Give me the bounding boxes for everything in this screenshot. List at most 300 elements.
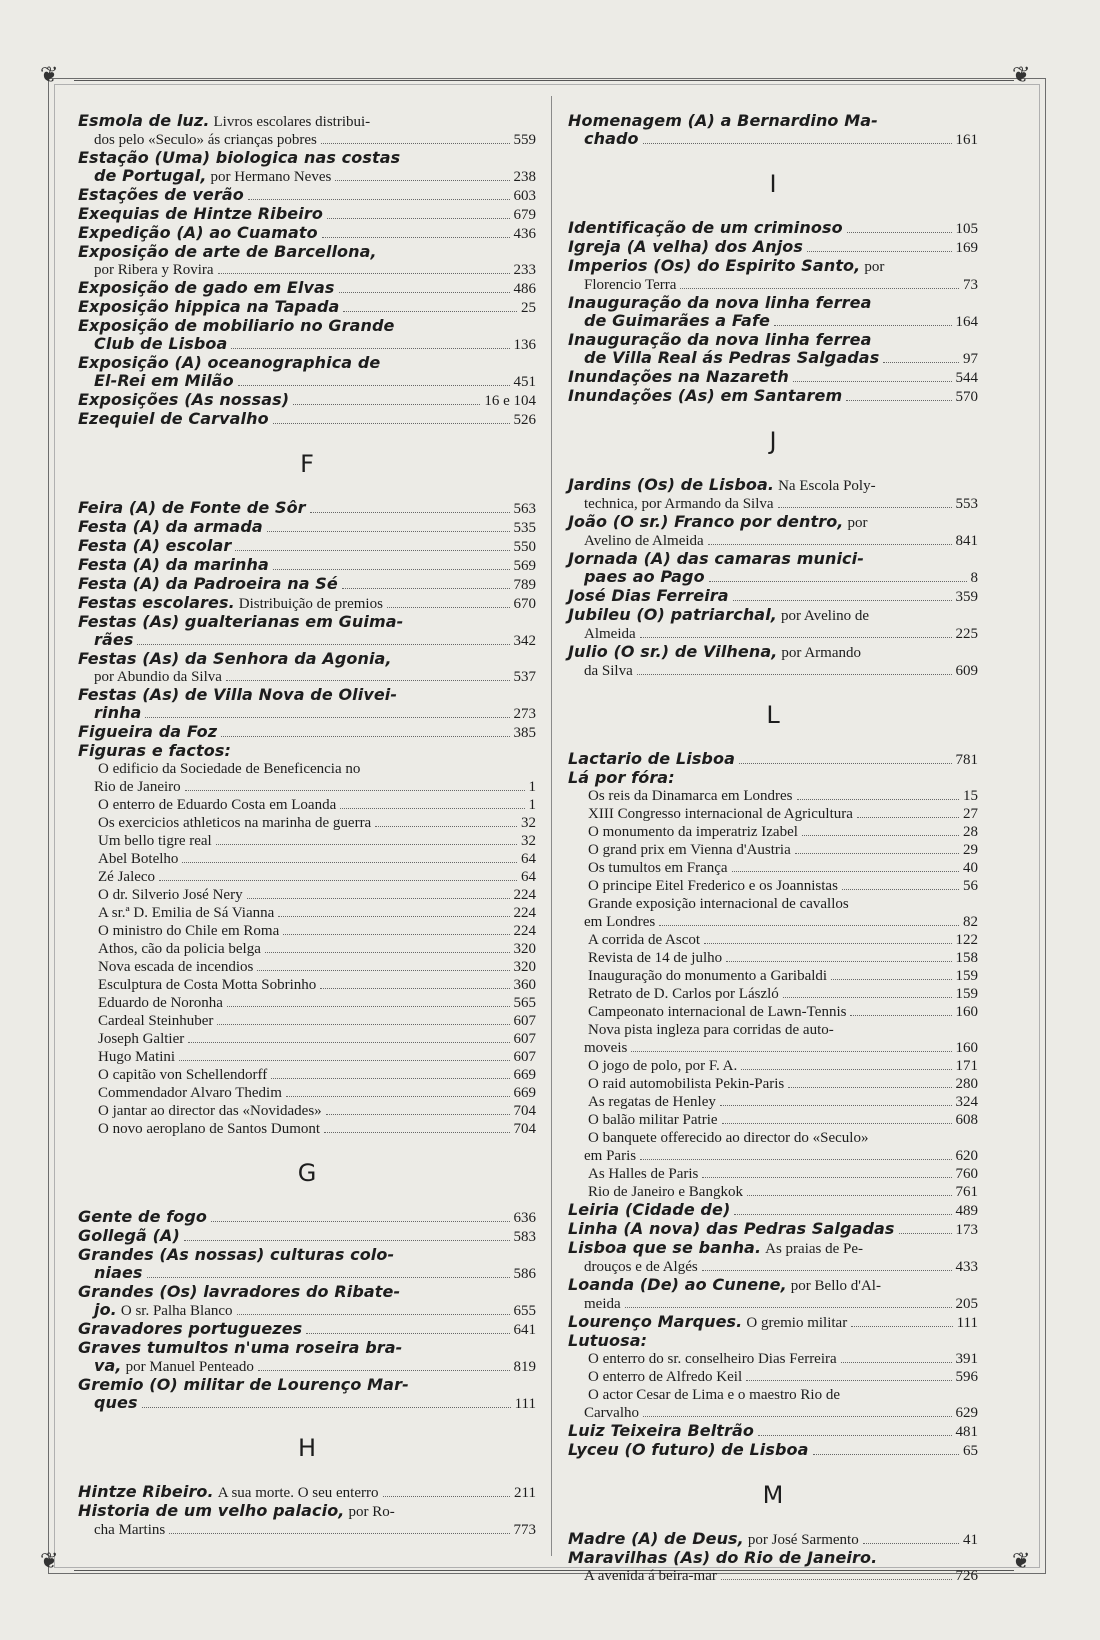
dot-leader [267, 531, 510, 532]
entry-title: Estação (Uma) biologica nas costas [78, 148, 401, 167]
index-subentry [78, 1084, 536, 1102]
entry-title: Exequias de Hintze Ribeiro [78, 204, 323, 223]
entry-title: Jornada (A) das camaras munici- [568, 549, 864, 568]
entry-description: por Manuel Penteado [125, 1359, 254, 1375]
page-number: 789 [513, 577, 536, 593]
entry-title: Lactario de Lisboa [568, 749, 735, 768]
page-number: 781 [955, 752, 978, 768]
index-subentry [568, 805, 978, 823]
index-entry [568, 1441, 978, 1460]
dot-leader [387, 607, 510, 608]
page-number: 158 [955, 950, 978, 966]
entry-title: de Guimarães a Fafe [584, 311, 770, 330]
page-number: 655 [513, 1303, 536, 1319]
dot-leader [283, 934, 509, 935]
index-entry [78, 686, 536, 723]
page-number: 320 [513, 941, 536, 957]
page-number: 159 [955, 968, 978, 984]
page-number: 111 [956, 1315, 978, 1331]
index-entry [78, 575, 536, 594]
index-entry [568, 331, 978, 368]
index-subentry [78, 1048, 536, 1066]
index-subentry [78, 922, 536, 940]
entry-description: por Hermano Neves [210, 169, 332, 185]
section-letter: I [769, 170, 777, 198]
page-number: 122 [955, 932, 978, 948]
page-number: 603 [513, 188, 536, 204]
page-number: 15 [963, 788, 978, 804]
index-line [568, 967, 978, 985]
index-entry [568, 476, 978, 513]
index-entry [568, 112, 978, 149]
dot-leader [342, 588, 510, 589]
entry-title: Julio (O sr.) de Vilhena, [568, 642, 778, 661]
subentry-text: Athos, cão da policia belga [98, 941, 261, 957]
dot-leader [857, 817, 959, 818]
index-line [78, 976, 536, 994]
dot-leader [841, 1362, 952, 1363]
entry-continuation: technica, por Armando da Silva [584, 496, 774, 512]
entry-title: Expedição (A) ao Cuamato [78, 223, 318, 242]
entry-continuation: da Silva [584, 663, 633, 679]
page-number: 596 [955, 1369, 978, 1385]
index-line [78, 1012, 536, 1030]
subentry-text: Os exercicios athleticos na marinha de guerra [98, 815, 372, 831]
index-line [568, 276, 978, 294]
dot-leader [211, 1221, 509, 1222]
index-entry [568, 1276, 978, 1313]
index-column-left [78, 112, 536, 1539]
page-number: 569 [513, 558, 536, 574]
index-entry [78, 1227, 536, 1246]
index-line [568, 949, 978, 967]
page-number: 82 [963, 914, 978, 930]
page-number: 111 [514, 1396, 536, 1412]
index-entry [78, 1283, 536, 1320]
index-line [568, 1093, 978, 1111]
entry-title: Festa (A) da marinha [78, 555, 269, 574]
index-subentry [78, 814, 536, 832]
dot-leader [257, 970, 509, 971]
section-letter: G [297, 1159, 317, 1187]
entry-title: Identificação de um criminoso [568, 218, 843, 237]
index-subentry [78, 904, 536, 922]
entry-title: Festas escolares. [78, 593, 235, 612]
dot-leader [883, 362, 959, 363]
index-line [78, 922, 536, 940]
index-line [568, 238, 978, 257]
index-entry [78, 613, 536, 650]
dot-leader [722, 1123, 952, 1124]
dot-leader [783, 997, 952, 998]
page-number: 29 [963, 842, 978, 858]
subentry-text: O raid automobilista Pekin-Paris [588, 1076, 785, 1092]
page-number: 25 [521, 300, 536, 316]
index-entry [568, 769, 978, 787]
index-line [78, 686, 536, 704]
dot-leader [335, 180, 509, 181]
dot-leader [643, 143, 952, 144]
index-line [78, 868, 536, 886]
index-entry [78, 298, 536, 317]
index-line [568, 587, 978, 606]
index-line [568, 895, 978, 913]
page-number: 570 [955, 389, 978, 405]
index-subentry [568, 877, 978, 895]
entry-title: Lourenço Marques. [568, 1312, 743, 1331]
index-line [78, 391, 536, 410]
section-letter: J [769, 427, 777, 455]
entry-continuation: por Ribera y Rovira [94, 262, 214, 278]
index-line [78, 1483, 536, 1502]
dot-leader [637, 674, 952, 675]
index-line [78, 613, 536, 631]
index-line [78, 1320, 536, 1339]
index-line [78, 778, 536, 796]
index-entry [78, 723, 536, 742]
index-entry [568, 643, 978, 680]
index-line [78, 1030, 536, 1048]
index-entry [568, 257, 978, 294]
dot-leader [320, 988, 509, 989]
entry-title: Inundações na Nazareth [568, 367, 789, 386]
index-line [78, 850, 536, 868]
subentry-text: Grande exposição internacional de cavallos [588, 896, 849, 912]
subentry-text: O edificio da Sociedade de Beneficencia no [98, 761, 361, 777]
index-line [78, 537, 536, 556]
subentry-text: O enterro de Eduardo Costa em Loanda [98, 797, 337, 813]
index-subentry [568, 1129, 978, 1165]
dot-leader [383, 1496, 511, 1497]
index-line [78, 742, 536, 760]
page-number: 620 [955, 1148, 978, 1164]
page-number: 224 [513, 923, 536, 939]
index-entry [568, 550, 978, 587]
entry-continuation: Avelino de Almeida [584, 533, 704, 549]
page-number: 608 [955, 1112, 978, 1128]
entry-title: Figuras e factos: [78, 741, 231, 760]
entry-description: O sr. Palha Blanco [120, 1303, 233, 1319]
index-subentry [78, 1012, 536, 1030]
dot-leader [375, 826, 517, 827]
dot-leader [831, 979, 951, 980]
entry-title: Historia de um velho palacio, [78, 1501, 345, 1520]
index-subentry [78, 1030, 536, 1048]
dot-leader [631, 1051, 951, 1052]
entry-description: por Avelino de [780, 608, 870, 624]
dot-leader [747, 1195, 952, 1196]
page-number: 41 [963, 1532, 978, 1548]
entry-description: As praias de Pe- [765, 1241, 864, 1257]
index-column-right [568, 112, 978, 1585]
page-number: 704 [513, 1121, 536, 1137]
index-line [568, 1165, 978, 1183]
index-line [78, 186, 536, 205]
index-line [78, 354, 536, 372]
index-line [568, 1276, 978, 1295]
page-number: 607 [513, 1031, 536, 1047]
index-subentry [568, 1183, 978, 1201]
index-line [78, 1357, 536, 1376]
dot-leader [640, 637, 952, 638]
dot-leader [185, 790, 525, 791]
entry-description: O gremio militar [746, 1315, 848, 1331]
dot-leader [704, 943, 951, 944]
section-letter: L [766, 701, 780, 729]
section-letter: F [300, 450, 314, 478]
page-number: 32 [521, 833, 536, 849]
dot-leader [238, 385, 510, 386]
index-entry [78, 556, 536, 575]
subentry-text: Rio de Janeiro e Bangkok [588, 1184, 743, 1200]
page-number: 773 [513, 1522, 536, 1538]
dot-leader [640, 1159, 951, 1160]
index-line [568, 1295, 978, 1313]
entry-title: Igreja (A velha) dos Anjos [568, 237, 804, 256]
page-number: 451 [513, 374, 536, 390]
page-number: 136 [513, 337, 536, 353]
index-line [568, 1239, 978, 1258]
index-line [78, 224, 536, 243]
index-line [568, 643, 978, 662]
index-line [78, 1208, 536, 1227]
index-line [568, 1129, 978, 1147]
dot-leader [850, 1015, 951, 1016]
index-line [78, 298, 536, 317]
page-number: 760 [955, 1166, 978, 1182]
subentry-text: Os reis da Dinamarca em Londres [588, 788, 793, 804]
dot-leader [802, 835, 959, 836]
index-entry [78, 224, 536, 243]
index-entry [78, 742, 536, 760]
top-rule [74, 80, 1014, 81]
corner-ornament-icon: ❦ [1012, 1548, 1031, 1573]
page-number: 280 [955, 1076, 978, 1092]
dot-leader [863, 1543, 959, 1544]
index-line [568, 532, 978, 550]
index-line [78, 317, 536, 335]
subentry-text: O actor Cesar de Lima e o maestro Rio de [588, 1387, 840, 1403]
dot-leader [237, 1314, 510, 1315]
page-number: 97 [963, 351, 978, 367]
entry-title: Gremio (O) militar de Lourenço Mar- [78, 1375, 409, 1394]
index-entry [78, 112, 536, 149]
index-line [568, 662, 978, 680]
dot-leader [680, 288, 959, 289]
index-line [568, 476, 978, 495]
index-subentry [78, 868, 536, 886]
dot-leader [271, 1078, 509, 1079]
index-line [78, 410, 536, 429]
index-line [78, 1394, 536, 1413]
dot-leader [231, 348, 509, 349]
index-line [568, 130, 978, 149]
entry-title: Lisboa que se banha. [568, 1238, 762, 1257]
entry-title: ques [94, 1393, 138, 1412]
index-line [568, 1332, 978, 1350]
page-number: 553 [955, 496, 978, 512]
page-number: 607 [513, 1049, 536, 1065]
subentry-text: O grand prix em Vienna d'Austria [588, 842, 791, 858]
index-subentry [568, 787, 978, 805]
dot-leader [184, 1240, 510, 1241]
index-line [568, 769, 978, 787]
subentry-text: A corrida de Ascot [588, 932, 701, 948]
entry-title: João (O sr.) Franco por dentro, [568, 512, 844, 531]
page-number: 526 [513, 412, 536, 428]
index-line [568, 985, 978, 1003]
index-line [78, 1264, 536, 1283]
page-number: 486 [513, 281, 536, 297]
section-letter: H [297, 1434, 317, 1462]
dot-leader [899, 1233, 952, 1234]
entry-title: chado [584, 129, 639, 148]
page-number: 56 [963, 878, 978, 894]
page-number: 481 [955, 1424, 978, 1440]
index-subentry [568, 895, 978, 931]
page-number: 1 [528, 779, 536, 795]
entry-description: Distribuição de premios [238, 596, 383, 612]
dot-leader [147, 1277, 510, 1278]
subentry-text: A sr.ª D. Emilia de Sá Vianna [98, 905, 275, 921]
index-subentry [78, 760, 536, 796]
dot-leader [702, 1177, 951, 1178]
subentry-text: Os tumultos em França [588, 860, 728, 876]
index-entry [78, 205, 536, 224]
index-line [568, 606, 978, 625]
subentry-text: Campeonato internacional de Lawn-Tennis [588, 1004, 847, 1020]
index-line [78, 1084, 536, 1102]
index-line [78, 1048, 536, 1066]
page-number: 211 [514, 1485, 536, 1501]
page-number: 607 [513, 1013, 536, 1029]
dot-leader [659, 925, 959, 926]
entry-title: Lutuosa: [568, 1331, 648, 1350]
subentry-text: O dr. Silverio José Nery [98, 887, 243, 903]
page-number: 641 [513, 1322, 536, 1338]
subentry-text: O jantar ao director das «Novidades» [98, 1103, 322, 1119]
dot-leader [709, 581, 967, 582]
entry-title: Gravadores portuguezes [78, 1319, 303, 1338]
subentry-text: O enterro do sr. conselheiro Dias Ferreira [588, 1351, 837, 1367]
index-line [78, 1283, 536, 1301]
subentry-text: As regatas de Henley [588, 1094, 716, 1110]
subentry-text: Commendador Alvaro Thedim [98, 1085, 282, 1101]
index-entry [568, 587, 978, 606]
entry-description: por [847, 515, 868, 531]
entry-description: por Ro- [348, 1504, 395, 1520]
dot-leader [720, 1105, 952, 1106]
dot-leader [322, 237, 510, 238]
dot-leader [721, 1579, 952, 1580]
dot-leader [643, 1416, 952, 1417]
index-line [568, 1075, 978, 1093]
index-line [78, 886, 536, 904]
entry-title: Exposição hippica na Tapada [78, 297, 340, 316]
subentry-text: O enterro de Alfredo Keil [588, 1369, 743, 1385]
entry-title: Ezequiel de Carvalho [78, 409, 269, 428]
page-number: 27 [963, 806, 978, 822]
entry-title: rães [94, 630, 134, 649]
page-number: 1 [528, 797, 536, 813]
corner-ornament-icon: ❦ [40, 62, 59, 87]
index-line [568, 1313, 978, 1332]
index-line [78, 940, 536, 958]
page-number: 436 [513, 226, 536, 242]
index-entry [78, 1339, 536, 1376]
entry-title: Figueira da Foz [78, 722, 218, 741]
dot-leader [774, 325, 952, 326]
index-subentry [568, 1093, 978, 1111]
dot-leader [326, 1114, 510, 1115]
dot-leader [235, 550, 509, 551]
page-number: 324 [955, 1094, 978, 1110]
index-subentry [78, 976, 536, 994]
page-number: 205 [955, 1296, 978, 1312]
dot-leader [758, 1435, 951, 1436]
entry-title: Exposição de arte de Barcellona, [78, 242, 377, 261]
dot-leader [327, 218, 510, 219]
entry-title: Grandes (As nossas) culturas colo- [78, 1245, 395, 1264]
dot-leader [273, 423, 510, 424]
page-number: 64 [521, 851, 536, 867]
index-line [568, 495, 978, 513]
entry-title: Feira (A) de Fonte de Sôr [78, 498, 306, 517]
dot-leader [286, 1096, 510, 1097]
index-line [568, 877, 978, 895]
entry-title: Festas (As) gualterianas em Guima- [78, 612, 404, 631]
index-entry [568, 750, 978, 769]
index-entry [568, 387, 978, 406]
index-entry [78, 1483, 536, 1502]
page-number: 669 [513, 1067, 536, 1083]
page-number: 550 [513, 539, 536, 555]
page-number: 224 [513, 905, 536, 921]
index-line [78, 1521, 536, 1539]
index-line [78, 958, 536, 976]
dot-leader [258, 1370, 510, 1371]
index-line [78, 1339, 536, 1357]
index-line [568, 1350, 978, 1368]
index-entry [78, 650, 536, 686]
page-number: 105 [955, 221, 978, 237]
subentry-text: O jogo de polo, por F. A. [588, 1058, 738, 1074]
dot-leader [793, 381, 952, 382]
entry-title: Homenagem (A) a Bernardino Ma- [568, 111, 878, 130]
index-entry [78, 391, 536, 410]
index-subentry [78, 796, 536, 814]
index-subentry [78, 832, 536, 850]
index-entry [78, 243, 536, 279]
index-line [568, 1441, 978, 1460]
index-line [568, 1147, 978, 1165]
index-entry [78, 186, 536, 205]
entry-title: niaes [94, 1263, 143, 1282]
entry-title: José Dias Ferreira [568, 586, 729, 605]
entry-continuation: drouços e de Algés [584, 1259, 698, 1275]
index-line [568, 312, 978, 331]
entry-title: Imperios (Os) do Espirito Santo, [568, 256, 861, 275]
dot-leader [216, 844, 517, 845]
dot-leader [188, 1042, 509, 1043]
index-line [78, 1227, 536, 1246]
subentry-text: O principe Eitel Frederico e os Joannistas [588, 878, 838, 894]
index-entry [568, 1220, 978, 1239]
entry-title: Lyceu (O futuro) de Lisboa [568, 1440, 809, 1459]
subentry-text: Cardeal Steinhuber [98, 1013, 214, 1029]
dot-leader [273, 569, 510, 570]
index-line [78, 832, 536, 850]
